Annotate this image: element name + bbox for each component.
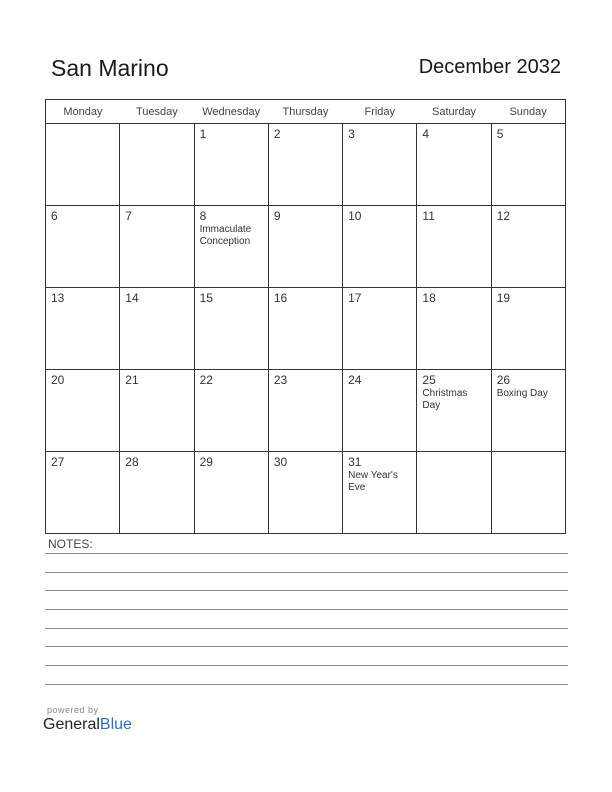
day-number: 22	[199, 373, 213, 387]
calendar-day-cell	[120, 124, 194, 206]
country-title: San Marino	[51, 55, 169, 81]
day-number: 3	[348, 127, 355, 141]
weekday-header: Monday	[46, 100, 120, 124]
calendar-day-cell	[120, 452, 194, 534]
notes-line	[45, 646, 568, 647]
calendar-day-cell	[46, 452, 120, 534]
day-number: 17	[348, 291, 362, 305]
calendar-day-cell	[194, 288, 268, 370]
calendar-day-cell	[268, 370, 342, 452]
weekday-header: Thursday	[268, 100, 342, 124]
calendar-day-cell	[491, 206, 565, 288]
weekday-header: Friday	[343, 100, 417, 124]
calendar-week-row	[46, 206, 566, 288]
day-number: 25	[422, 373, 436, 387]
generalblue-logo	[43, 716, 132, 734]
calendar-day-cell	[417, 288, 491, 370]
day-number: 16	[273, 291, 288, 305]
calendar-day-cell	[343, 288, 417, 370]
day-number: 18	[422, 291, 436, 305]
calendar-day-cell	[120, 370, 194, 452]
calendar-day-cell	[343, 124, 417, 206]
day-number: 1	[199, 127, 207, 141]
day-number: 27	[51, 455, 65, 469]
holiday-label: Boxing Day	[496, 388, 548, 399]
calendar-day-cell	[491, 370, 565, 452]
calendar-day-cell	[268, 288, 342, 370]
calendar-day-cell	[194, 124, 268, 206]
notes-line	[45, 684, 568, 685]
calendar-day-cell	[46, 370, 120, 452]
day-number: 6	[51, 209, 58, 223]
calendar-day-cell	[46, 288, 120, 370]
weekday-header: Tuesday	[120, 100, 194, 124]
day-number: 24	[348, 373, 362, 387]
day-number: 26	[496, 373, 511, 387]
calendar-day-cell	[417, 370, 491, 452]
calendar-day-cell	[120, 288, 194, 370]
powered-by-text: powered by	[47, 705, 99, 715]
day-number: 5	[496, 127, 504, 141]
weekday-header-row	[46, 100, 566, 124]
calendar-day-cell	[46, 124, 120, 206]
calendar-day-cell	[417, 206, 491, 288]
day-number: 29	[199, 455, 213, 469]
calendar-day-cell	[194, 206, 268, 288]
day-number: 14	[125, 291, 139, 305]
day-number: 9	[273, 209, 281, 223]
calendar-day-cell	[194, 370, 268, 452]
calendar-day-cell	[194, 452, 268, 534]
calendar-day-cell	[417, 452, 491, 534]
calendar-day-cell	[268, 452, 342, 534]
holiday-label: Christmas Day	[422, 388, 468, 411]
calendar-day-cell	[120, 206, 194, 288]
brand-general: General	[43, 716, 100, 733]
day-number: 7	[125, 209, 132, 223]
day-number: 12	[496, 209, 511, 223]
calendar-week-row	[46, 124, 566, 206]
notes-line	[45, 609, 568, 610]
day-number: 31	[348, 455, 362, 469]
notes-label: NOTES:	[48, 537, 93, 551]
calendar-day-cell	[343, 206, 417, 288]
notes-line	[45, 553, 568, 554]
calendar-day-cell	[268, 206, 342, 288]
day-number: 23	[273, 373, 288, 387]
notes-line	[45, 590, 568, 591]
holiday-label: New Year's Eve	[348, 470, 398, 493]
day-number: 8	[199, 209, 207, 223]
calendar-day-cell	[268, 124, 342, 206]
day-number: 13	[51, 291, 65, 305]
day-number: 21	[125, 373, 139, 387]
brand-blue: Blue	[99, 716, 132, 733]
calendar-day-cell	[343, 370, 417, 452]
weekday-header: Wednesday	[194, 100, 268, 124]
calendar-grid	[45, 99, 566, 534]
calendar-day-cell	[417, 124, 491, 206]
calendar-day-cell	[491, 124, 565, 206]
notes-line	[45, 628, 568, 629]
month-title: December 2032	[418, 56, 561, 78]
day-number: 10	[348, 209, 362, 223]
calendar-week-row	[46, 288, 566, 370]
day-number: 4	[422, 127, 430, 141]
day-number: 2	[273, 127, 281, 141]
calendar-day-cell	[491, 452, 565, 534]
holiday-label: Immaculate Conception	[199, 224, 252, 247]
weekday-header: Sunday	[491, 100, 565, 124]
calendar-week-row	[46, 370, 566, 452]
day-number: 28	[125, 455, 139, 469]
day-number: 20	[51, 373, 65, 387]
day-number: 19	[496, 291, 511, 305]
calendar-day-cell	[46, 206, 120, 288]
notes-line	[45, 665, 568, 666]
calendar-week-row	[46, 452, 566, 534]
calendar-day-cell	[343, 452, 417, 534]
calendar-day-cell	[491, 288, 565, 370]
weekday-header: Saturday	[417, 100, 491, 124]
day-number: 30	[273, 455, 288, 469]
notes-line	[45, 572, 568, 573]
day-number: 11	[422, 209, 435, 223]
day-number: 15	[199, 291, 213, 305]
